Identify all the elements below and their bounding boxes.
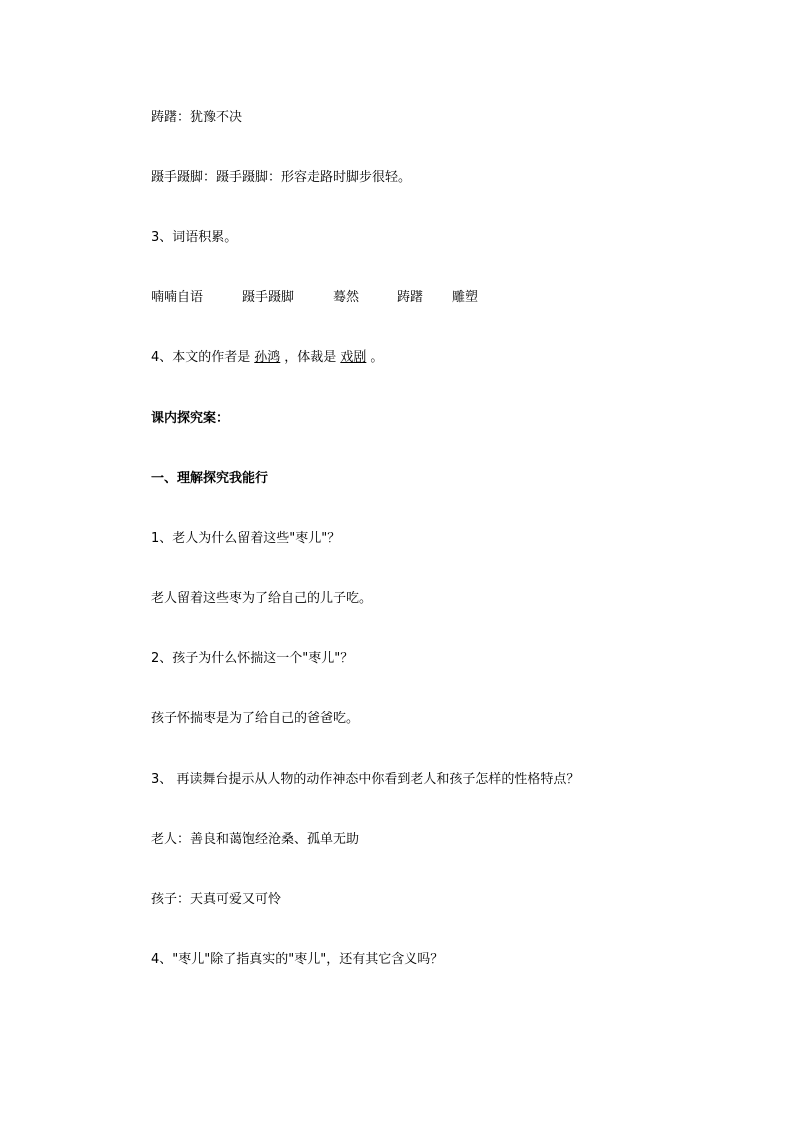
vocab-item: 蓦然 [333, 290, 360, 305]
answer-2: 孩子怀揣枣是为了给自己的爸爸吃。 [151, 711, 360, 726]
author-answer: 孙鸿 [254, 350, 281, 365]
question-1: 1、老人为什么留着这些"枣儿"？ [151, 531, 341, 546]
question-4: 4、"枣儿"除了指真实的"枣儿"，还有其它含义吗？ [151, 952, 444, 967]
answer-3-child: 孩子：天真可爱又可怜 [151, 892, 282, 907]
subsection-heading: 一、理解探究我能行 [151, 471, 269, 486]
vocab-item: 喃喃自语 [151, 290, 204, 305]
author-question [151, 350, 383, 366]
genre-answer: 戏剧 [340, 350, 367, 365]
answer-1: 老人留着这些枣为了给自己的儿子吃。 [151, 591, 373, 606]
author-question-end: 。 [370, 350, 384, 365]
section-heading: 课内探究案： [151, 411, 230, 426]
question-3: 3、 再读舞台提示从人物的动作神态中你看到老人和孩子怎样的性格特点？ [151, 772, 580, 787]
question-2: 2、孩子为什么怀揣这一个"枣儿"？ [151, 651, 354, 666]
answer-3-old-man: 老人：善良和蔼饱经沧桑、孤单无助 [151, 832, 360, 847]
vocab-item: 雕塑 [452, 290, 479, 305]
vocab-heading: 3、词语积累。 [151, 230, 238, 245]
vocab-item: 蹑手蹑脚 [242, 290, 295, 305]
definition-chouchu: 踌躇：犹豫不决 [151, 110, 243, 125]
definition-nieshounie: 蹑手蹑脚：蹑手蹑脚：形容走路时脚步很轻。 [151, 170, 412, 185]
vocab-item: 踌躇 [397, 290, 424, 305]
author-question-prefix: 4、本文的作者是 [151, 350, 251, 365]
author-question-mid: ，体裁是 [284, 350, 337, 365]
